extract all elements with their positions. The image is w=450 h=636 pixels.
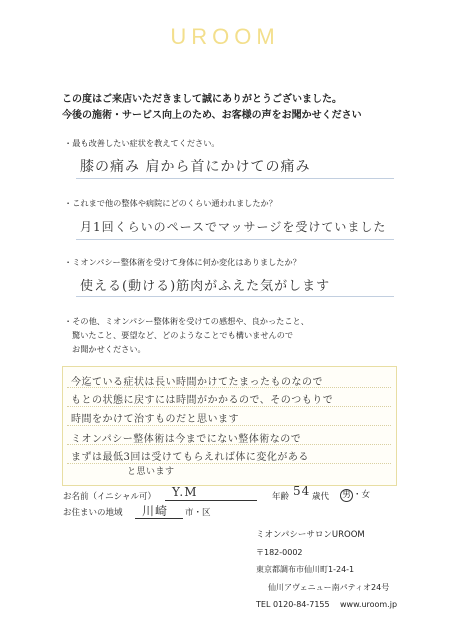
comment-rule	[67, 406, 391, 407]
comment-line: と思います	[127, 467, 175, 477]
shop-url[interactable]: www.uroom.jp	[340, 600, 398, 609]
comment-line: まずは最低3回は受けてもらえれば体に変化がある	[71, 452, 309, 463]
comment-line: 今迄ている症状は長い時間かけてたまったものなので	[71, 377, 323, 388]
gender-female: 女	[361, 490, 371, 500]
answer-box-symptom	[76, 152, 394, 179]
question-other-line-2: 驚いたこと、要望など、どのようなことでも構いませんので	[72, 330, 294, 340]
answer-change: 使える(動ける)筋肉がふえた気がします	[80, 279, 331, 294]
shop-address-2: 仙川アヴェニュー南パティオ24号	[268, 583, 390, 592]
area-value: 川崎	[142, 504, 169, 518]
comment-rule	[67, 463, 391, 464]
answer-box-change	[76, 270, 394, 297]
shop-postal: 〒182-0002	[256, 548, 303, 557]
answer-box-history	[76, 213, 394, 240]
intro-text	[62, 92, 362, 124]
name-label: お名前（イニシャル可）	[63, 492, 156, 502]
question-history: ・これまで他の整体や病院にどのくらい通われましたか？	[64, 198, 277, 208]
gender-separator: ・	[353, 490, 362, 500]
area-label: お住まいの地域	[63, 508, 123, 518]
age-value: 54	[293, 484, 311, 498]
age-label: 年齢	[272, 492, 290, 502]
comment-box	[62, 366, 397, 486]
gender-options	[340, 488, 370, 502]
area-suffix: 市・区	[185, 508, 211, 518]
intro-line-1: この度はご来店いただきまして誠にありがとうございました。	[62, 94, 342, 105]
question-symptom: ・最も改善したい症状を教えてください。	[64, 138, 220, 148]
shop-tel: TEL 0120-84-7155	[256, 600, 330, 609]
question-other	[64, 314, 309, 356]
question-change: ・ミオンパシー整体術を受けて身体に何か変化はありましたか？	[64, 257, 301, 267]
shop-name: ミオンパシーサロンUROOM	[256, 530, 365, 540]
intro-line-2: 今後の施術・サービス向上のため、お客様の声をお聞かせください	[62, 110, 362, 121]
comment-line: 時間をかけて治すものだと思います	[71, 414, 239, 425]
comment-line: もとの状態に戻すには時間がかかるので、そのつもりで	[71, 395, 334, 406]
shop-address-1: 東京都調布市仙川町1-24-1	[256, 565, 355, 574]
comment-line: ミオンパシー整体術は今までにない整体術なので	[71, 434, 302, 445]
answer-history: 月1回くらいのペースでマッサージを受けていました	[80, 220, 387, 234]
name-underline	[165, 500, 257, 501]
uroom-logo: UROOM	[170, 24, 280, 49]
comment-rule	[67, 425, 391, 426]
name-value: Y.M	[172, 485, 198, 499]
question-other-line-1: ・その他、ミオンパシー整体術を受けての感想や、良かったこと、	[64, 316, 309, 326]
answer-symptom: 膝の痛み 肩から首にかけての痛み	[80, 159, 311, 175]
gender-male-circled: 男	[340, 489, 353, 502]
age-suffix: 歳代	[312, 492, 330, 502]
question-other-line-3: お聞かせください。	[72, 344, 146, 354]
